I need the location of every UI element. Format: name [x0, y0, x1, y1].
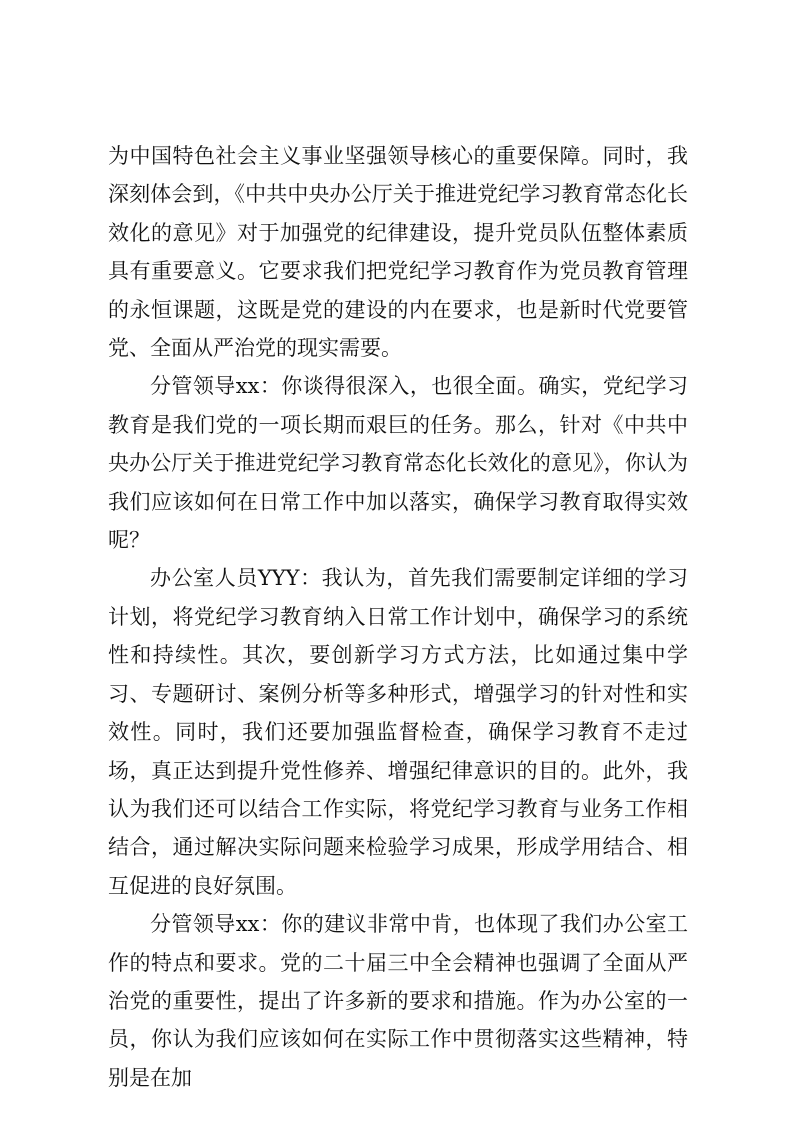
- paragraph-1: 为中国特色社会主义事业坚强领导核心的重要保障。同时，我深刻体会到，《中共中央办公厅关于推进党纪学习教育常态化长效化的意见》对于加强党的纪律建设，提升党员队伍整体素质具有重要意义。它要求我们把党纪学习教育作为党员教育管理的永恒课题，这既是党的建设的内在要求，也是新时代党要管党、全面从严治党的现实需要。: [108, 144, 688, 361]
- paragraph-3: 办公室人员YYY：我认为，首先我们需要制定详细的学习计划，将党纪学习教育纳入日常工作计划中，确保学习的系统性和持续性。其次，要创新学习方式方法，比如通过集中学习、专题研讨、案例分析等多种形式，增强学习的针对性和实效性。同时，我们还要加强监督检查，确保学习教育不走过场，真正达到提升党性修养、增强纪律意识的目的。此外，我认为我们还可以结合工作实际，将党纪学习教育与业务工作相结合，通过解决实际问题来检验学习成果，形成学用结合、相互促进的良好氛围。: [108, 566, 688, 898]
- paragraph-2: 分管领导xx：你谈得很深入，也很全面。确实，党纪学习教育是我们党的一项长期而艰巨的任务。那么，针对《中共中央办公厅关于推进党纪学习教育常态化长效化的意见》，你认为我们应该如何在日常工作中加以落实，确保学习教育取得实效呢？: [108, 374, 688, 553]
- paragraph-4: 分管领导xx：你的建议非常中肯，也体现了我们办公室工作的特点和要求。党的二十届三中全会精神也强调了全面从严治党的重要性，提出了许多新的要求和措施。作为办公室的一员，你认为我们应该如何在实际工作中贯彻落实这些精神，特别是在加: [108, 912, 688, 1090]
- document-body: [108, 137, 688, 1097]
